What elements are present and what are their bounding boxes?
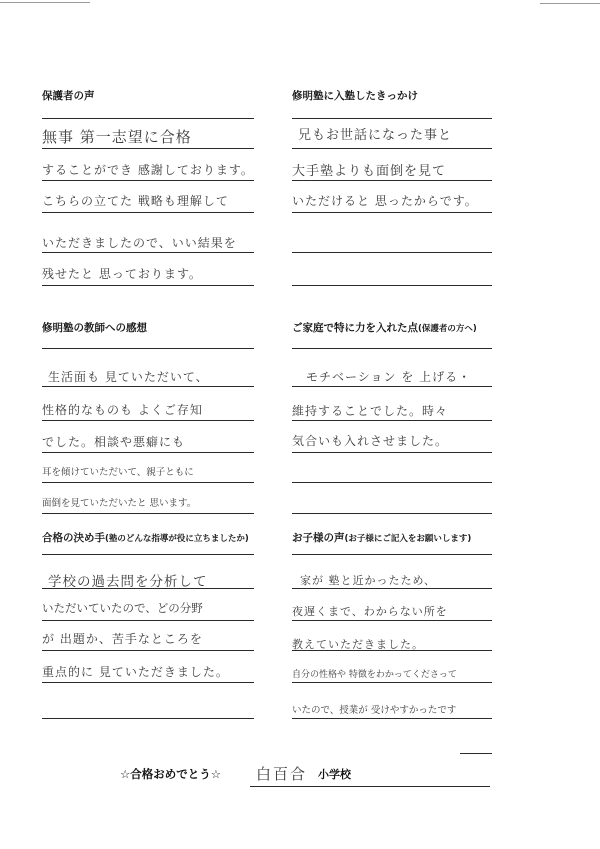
writing-line xyxy=(292,682,492,683)
writing-line xyxy=(292,148,492,149)
heading-title: ご家庭で特に力を入れた点 xyxy=(292,322,418,334)
handwritten-line: が 出題か、苦手なところを xyxy=(42,632,203,646)
writing-line xyxy=(42,588,254,589)
school-name: 白百合 xyxy=(256,765,308,783)
guardian-voice-section xyxy=(42,88,254,298)
handwritten-line: こちらの立てた 戦略も理解して xyxy=(42,194,229,208)
handwritten-line: 無事 第一志望に合格 xyxy=(42,128,192,146)
school-suffix: 小学校 xyxy=(318,768,351,781)
writing-line xyxy=(42,148,254,149)
writing-line xyxy=(292,252,492,253)
writing-line xyxy=(292,180,492,181)
handwritten-line: 生活面も 見ていただいて、 xyxy=(48,370,209,384)
writing-line xyxy=(42,620,254,621)
writing-line xyxy=(42,285,254,286)
writing-line xyxy=(42,420,254,421)
writing-line xyxy=(42,212,254,213)
section-heading xyxy=(42,530,249,545)
handwritten-line: 性格的なものも よくご存知 xyxy=(42,403,203,417)
writing-line xyxy=(42,718,254,719)
section-heading xyxy=(292,530,471,545)
handwritten-line: することができ 感謝しております。 xyxy=(42,163,254,177)
writing-line xyxy=(292,718,492,719)
handwritten-line: 学校の過去問を分析して xyxy=(48,574,208,590)
handwritten-line: でした。相談や悪癖にも xyxy=(42,435,186,449)
handwritten-line: 維持することでした。時々 xyxy=(292,404,449,418)
writing-line xyxy=(42,554,254,555)
writing-line xyxy=(42,180,254,181)
home-effort-section xyxy=(292,320,492,520)
writing-line xyxy=(292,650,492,651)
heading-note: (保護者の方へ) xyxy=(418,324,477,334)
handwritten-line: 耳を傾けていただいて、親子ともに xyxy=(42,467,194,478)
writing-line xyxy=(292,513,492,514)
handwritten-line: 重点的に 見ていただきました。 xyxy=(42,665,229,679)
handwritten-line: 気合いも入れさせました。 xyxy=(292,434,449,448)
writing-line xyxy=(460,753,492,754)
handwritten-line: 家が 塾と近かったため、 xyxy=(300,574,437,587)
scan-edge-mark xyxy=(0,2,90,3)
reason-to-join-section xyxy=(292,88,492,298)
writing-line xyxy=(42,482,254,483)
deciding-factor-section xyxy=(42,530,254,730)
section-heading: 修明塾に入塾したきっかけ xyxy=(292,90,418,102)
writing-line xyxy=(292,212,492,213)
heading-note: (お子様にご記入をお願いします) xyxy=(344,534,472,544)
handwritten-line: いただけると 思ったからです。 xyxy=(292,194,478,208)
school-name-line xyxy=(250,786,490,787)
handwritten-line: 自分の性格や 特徴をわかってくださって xyxy=(292,670,457,680)
handwritten-line: 夜遅くまで、わからない所を xyxy=(292,605,448,618)
writing-line xyxy=(42,252,254,253)
section-heading: 保護者の声 xyxy=(42,90,95,102)
handwritten-line: いただきましたので、いい結果を xyxy=(42,236,237,250)
heading-title: 合格の決め手 xyxy=(42,532,105,544)
handwritten-line: 兄もお世話になった事と xyxy=(298,128,453,143)
writing-line xyxy=(42,513,254,514)
handwritten-line: 残せたと 思っております。 xyxy=(42,267,202,281)
section-heading xyxy=(292,320,477,335)
writing-line xyxy=(292,420,492,421)
writing-line xyxy=(292,348,492,349)
handwritten-line: 教えていただきました。 xyxy=(292,638,424,651)
writing-line xyxy=(292,285,492,286)
writing-line xyxy=(292,118,492,119)
handwritten-line: モチベーション を 上げる・ xyxy=(306,370,472,384)
writing-line xyxy=(42,650,254,651)
handwritten-line: 面倒を見ていただいたと 思います。 xyxy=(42,498,197,509)
writing-line xyxy=(292,482,492,483)
congratulations-text: ☆合格おめでとう☆ xyxy=(120,767,222,781)
writing-line xyxy=(42,452,254,453)
scan-edge-mark xyxy=(540,3,600,4)
heading-title: お子様の声 xyxy=(292,532,345,544)
writing-line xyxy=(42,386,254,387)
heading-note: (塾のどんな指導が役に立ちましたか) xyxy=(105,534,249,544)
writing-line xyxy=(292,452,492,453)
handwritten-line: いたので、授業が 受けやすかったです xyxy=(292,705,457,716)
writing-line xyxy=(292,620,492,621)
writing-line xyxy=(292,554,492,555)
child-voice-section xyxy=(292,530,492,730)
writing-line xyxy=(292,588,492,589)
handwritten-line: いただいていたので、どの分野 xyxy=(42,601,203,615)
section-heading: 修明塾の教師への感想 xyxy=(42,322,147,334)
writing-line xyxy=(42,682,254,683)
handwritten-line: 大手塾よりも面倒を見て xyxy=(292,164,447,179)
writing-line xyxy=(42,348,254,349)
writing-line xyxy=(292,386,492,387)
teacher-impression-section xyxy=(42,320,254,520)
writing-line xyxy=(42,118,254,119)
